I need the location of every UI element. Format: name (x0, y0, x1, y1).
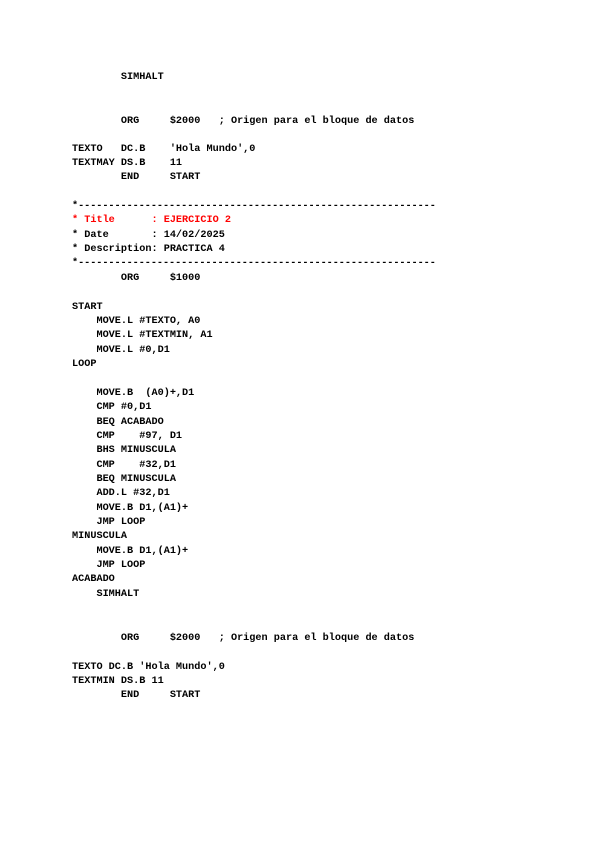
code-line: ORG $1000 (72, 273, 201, 284)
label-line: START (72, 302, 103, 313)
label-line: LOOP (72, 359, 97, 370)
comment-separator: *----------------------------------------------------------- (72, 258, 436, 269)
code-line: CMP #97, D1 (72, 431, 183, 442)
label-line: MINUSCULA (72, 531, 128, 542)
code-line: TEXTO DC.B 'Hola Mundo',0 (72, 144, 256, 155)
comment-separator: *----------------------------------------------------------- (72, 201, 436, 212)
code-line: TEXTO DC.B 'Hola Mundo',0 (72, 662, 225, 673)
code-line: SIMHALT (72, 72, 164, 83)
code-line: JMP LOOP (72, 560, 146, 571)
code-line: MOVE.L #0,D1 (72, 345, 170, 356)
code-line: MOVE.B D1,(A1)+ (72, 546, 189, 557)
code-line: SIMHALT (72, 589, 140, 600)
description-comment: * Description: PRACTICA 4 (72, 244, 225, 255)
date-comment: * Date : 14/02/2025 (72, 230, 225, 241)
code-line: MOVE.B D1,(A1)+ (72, 503, 189, 514)
code-line: TEXTMAY DS.B 11 (72, 158, 183, 169)
code-line: ORG $2000 ; Origen para el bloque de datos (72, 633, 415, 644)
code-line: CMP #32,D1 (72, 460, 176, 471)
code-line: BEQ ACABADO (72, 417, 164, 428)
code-line: END START (72, 690, 201, 701)
code-line: CMP #0,D1 (72, 402, 152, 413)
code-line: MOVE.L #TEXTO, A0 (72, 316, 201, 327)
title-comment: * Title : EJERCICIO 2 (72, 215, 231, 226)
code-line: ADD.L #32,D1 (72, 488, 170, 499)
code-line: END START (72, 172, 201, 183)
code-line: ORG $2000 ; Origen para el bloque de datos (72, 116, 415, 127)
label-line: ACABADO (72, 574, 115, 585)
code-line: TEXTMIN DS.B 11 (72, 676, 164, 687)
code-line: MOVE.B (A0)+,D1 (72, 388, 195, 399)
code-line: MOVE.L #TEXTMIN, A1 (72, 330, 213, 341)
code-line: BHS MINUSCULA (72, 445, 176, 456)
code-line: JMP LOOP (72, 517, 146, 528)
code-line: BEQ MINUSCULA (72, 474, 176, 485)
